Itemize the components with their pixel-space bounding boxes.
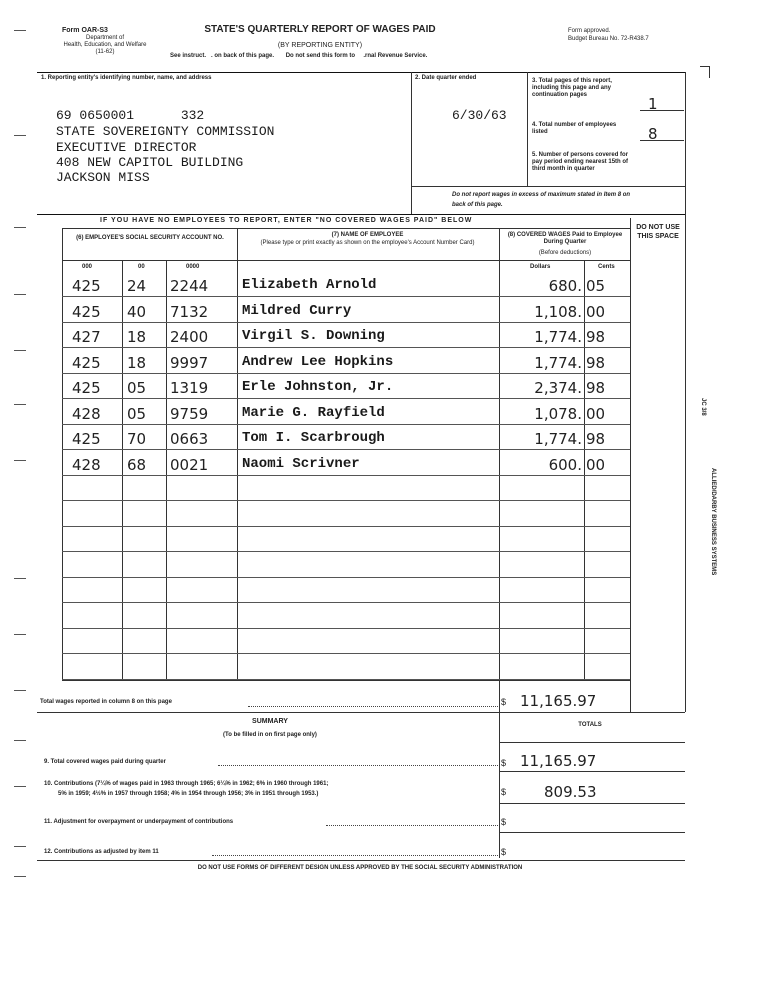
wages-cents: 05 xyxy=(586,277,606,295)
row-rule xyxy=(62,653,630,654)
wages-cents: 00 xyxy=(586,456,606,474)
summary-subtitle: (To be filled in on first page only) xyxy=(223,732,317,738)
employee-name: Marie G. Rayfield xyxy=(242,405,385,421)
row-rule xyxy=(62,577,630,578)
ssn-serial: 0021 xyxy=(170,456,209,474)
employee-name: Elizabeth Arnold xyxy=(242,277,377,293)
row-rule xyxy=(62,628,630,629)
row-rule xyxy=(62,373,630,374)
ssn-area: 427 xyxy=(72,328,101,346)
ssn-serial: 0663 xyxy=(170,430,209,448)
ssn-serial: 9997 xyxy=(170,354,209,372)
ssn-group: 18 xyxy=(127,328,147,346)
total-wages-value: 11,165.97 xyxy=(520,692,597,710)
item9-label: 9. Total covered wages paid during quarter xyxy=(44,759,166,765)
vendor-imprint: ALLIED/DARBY BUSINESS SYSTEMS xyxy=(710,468,716,576)
wages-cents: 00 xyxy=(586,405,606,423)
wage-notice: Do not report wages in excess of maximum stated in Item 8 on back of this page. xyxy=(452,192,631,208)
ssn-serial: 9759 xyxy=(170,405,209,423)
form-subtitle: (BY REPORTING ENTITY) xyxy=(277,42,363,49)
employee-name: Tom I. Scarbrough xyxy=(242,430,385,446)
ssn-serial: 7132 xyxy=(170,303,209,321)
row-rule xyxy=(62,398,630,399)
entity-address-line4: JACKSON MISS xyxy=(56,170,150,185)
wages-dollars: 1,774. xyxy=(534,328,582,346)
ssn-area: 425 xyxy=(72,303,101,321)
box3-label: 3. Total pages of this report, including this page and any continuation pages xyxy=(532,78,612,98)
box5-label: 5. Number of persons covered for pay period ending nearest 15th of third month in quarter xyxy=(532,152,629,172)
do-not-use-header: DO NOT USE THIS SPACE xyxy=(636,224,680,240)
form-title: STATE'S QUARTERLY REPORT OF WAGES PAID xyxy=(204,24,436,35)
form-id: Form OAR-S3 xyxy=(62,27,108,34)
ssn-group: 18 xyxy=(127,354,147,372)
wages-dollars: 1,774. xyxy=(534,430,582,448)
ssn-group: 05 xyxy=(127,379,147,397)
ssn-serial-header: 0000 xyxy=(186,264,200,270)
wages-column-header: (8) COVERED WAGES Paid to Employee During Quarter xyxy=(507,232,623,245)
approval-line-1: Form approved. xyxy=(568,28,611,34)
entity-name-line2: EXECUTIVE DIRECTOR xyxy=(56,140,197,155)
item10-value: 809.53 xyxy=(544,783,597,801)
wages-dollars: 600. xyxy=(548,456,582,474)
ssn-area: 428 xyxy=(72,456,101,474)
side-stamp: JC 3/8 xyxy=(700,398,706,416)
row-rule xyxy=(62,500,630,501)
item12-label: 12. Contributions as adjusted by item 11 xyxy=(44,849,159,855)
cents-header: Cents xyxy=(598,264,615,270)
total-dollar-sign: $ xyxy=(501,697,507,707)
wages-cents: 98 xyxy=(586,430,606,448)
wages-column-subheader: (Before deductions) xyxy=(538,250,592,256)
department-line-2: Health, Education, and Welfare xyxy=(63,42,147,48)
row-rule xyxy=(62,475,630,476)
box1-label: 1. Reporting entity's identifying number, name, and address xyxy=(41,75,212,81)
ssn-area-header: 000 xyxy=(82,264,93,270)
item9-dollar-sign: $ xyxy=(501,758,507,768)
item11-label: 11. Adjustment for overpayment or underpayment of contributions xyxy=(44,819,234,825)
ssn-group: 24 xyxy=(127,277,147,295)
wages-cents: 98 xyxy=(586,354,606,372)
row-rule xyxy=(62,449,630,450)
entity-number: 69 0650001 332 xyxy=(56,108,205,123)
item10-label-line2: 5% in 1959; 4½% in 1957 through 1958; 4% in 1954 through 1956; 3% in 1951 through 1953.) xyxy=(58,791,319,797)
ssn-serial: 1319 xyxy=(170,379,209,397)
employee-name: Erle Johnston, Jr. xyxy=(242,379,394,395)
employee-name: Naomi Scrivner xyxy=(242,456,360,472)
row-rule xyxy=(62,296,630,297)
ssn-group: 70 xyxy=(127,430,147,448)
total-wages-label: Total wages reported in column 8 on this page xyxy=(40,699,172,705)
approval-line-2: Budget Bureau No. 72-R438.7 xyxy=(568,36,649,42)
department-line-3: (11-62) xyxy=(95,49,115,55)
row-rule xyxy=(62,526,630,527)
wages-cents: 98 xyxy=(586,328,606,346)
wages-cents: 98 xyxy=(586,379,606,397)
ssn-area: 425 xyxy=(72,430,101,448)
department-line-1: Department of xyxy=(85,35,125,41)
ssn-area: 428 xyxy=(72,405,101,423)
wages-dollars: 2,374. xyxy=(534,379,582,397)
wages-cents: 00 xyxy=(586,303,606,321)
row-rule xyxy=(62,322,630,323)
total-pages-value: 1 xyxy=(648,95,658,113)
wages-dollars: 1,078. xyxy=(534,405,582,423)
ssn-serial: 2400 xyxy=(170,328,209,346)
quarter-ended-value: 6/30/63 xyxy=(452,108,507,123)
name-column-subheader: (Please type or print exactly as shown on the employee's Account Number Card) xyxy=(260,240,475,246)
row-rule xyxy=(62,602,630,603)
footer-notice: DO NOT USE FORMS OF DIFFERENT DESIGN UNLESS APPROVED BY THE SOCIAL SECURITY ADMINISTRATION xyxy=(197,865,523,871)
item10-label-line1: 10. Contributions (7¼% of wages paid in 1963 through 1965; 6¼% in 1962; 6% in 1960 through 1961; xyxy=(44,781,329,787)
box2-label: 2. Date quarter ended xyxy=(415,75,477,81)
employee-name: Andrew Lee Hopkins xyxy=(242,354,394,370)
ssn-column-header: (6) EMPLOYEE'S SOCIAL SECURITY ACCOUNT NO. xyxy=(76,235,224,241)
ssn-group: 05 xyxy=(127,405,147,423)
name-column-header: (7) NAME OF EMPLOYEE xyxy=(331,232,404,238)
wages-dollars: 1,108. xyxy=(534,303,582,321)
ssn-area: 425 xyxy=(72,379,101,397)
item10-dollar-sign: $ xyxy=(501,787,507,797)
item11-dollar-sign: $ xyxy=(501,817,507,827)
ssn-group-header: 00 xyxy=(138,264,145,270)
item12-dollar-sign: $ xyxy=(501,847,507,857)
ssn-group: 40 xyxy=(127,303,147,321)
item9-value: 11,165.97 xyxy=(520,752,597,770)
employees-listed-value: 8 xyxy=(648,125,658,143)
entity-address-line3: 408 NEW CAPITOL BUILDING xyxy=(56,155,244,170)
ssn-area: 425 xyxy=(72,277,101,295)
entity-name-line1: STATE SOVEREIGNTY COMMISSION xyxy=(56,124,275,139)
row-rule xyxy=(62,424,630,425)
ssn-serial: 2244 xyxy=(170,277,209,295)
totals-header: TOTALS xyxy=(578,722,602,728)
row-rule xyxy=(62,347,630,348)
instructions: See instruct. . on back of this page. Do not send this form to .rnal Revenue Service. xyxy=(170,53,428,59)
employee-name: Virgil S. Downing xyxy=(242,328,385,344)
ssn-group: 68 xyxy=(127,456,147,474)
ssn-area: 425 xyxy=(72,354,101,372)
no-employees-instruction: IF YOU HAVE NO EMPLOYEES TO REPORT, ENTER "NO COVERED WAGES PAID" BELOW xyxy=(100,217,473,224)
dollars-header: Dollars xyxy=(530,264,551,270)
box4-label: 4. Total number of employees listed xyxy=(532,122,617,135)
summary-title: SUMMARY xyxy=(252,718,288,725)
wages-dollars: 1,774. xyxy=(534,354,582,372)
employee-name: Mildred Curry xyxy=(242,303,352,319)
row-rule xyxy=(62,551,630,552)
wages-dollars: 680. xyxy=(548,277,582,295)
